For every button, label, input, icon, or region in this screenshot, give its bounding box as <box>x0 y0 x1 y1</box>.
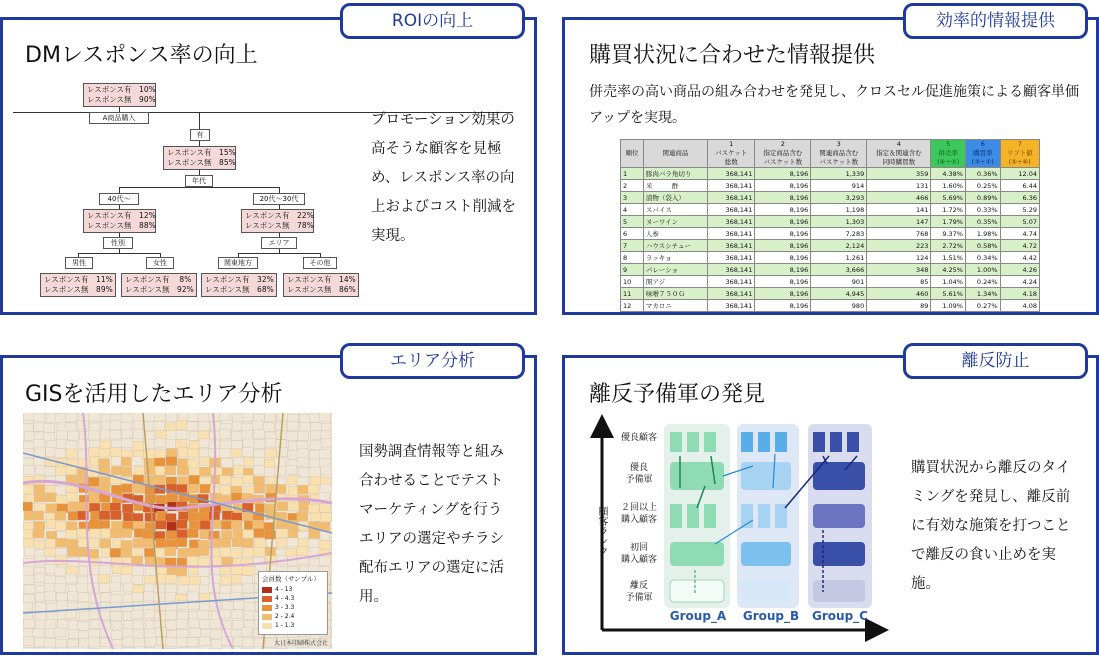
legend-item <box>262 603 324 612</box>
table-cell: 4.38% <box>931 168 966 180</box>
panel-description: プロモーション効果の高そうな顧客を見極め、レスポンス率の向上およびコスト削減を実現。 <box>371 106 521 251</box>
tree-root-node: レスポンス有 10% レスポンス無 90% <box>83 83 156 107</box>
table-cell: スパイス <box>643 204 707 216</box>
table-header: 順位 <box>621 140 644 168</box>
table-cell: 11 <box>621 288 644 300</box>
table-cell: 1.72% <box>931 204 966 216</box>
table-cell: 368,141 <box>708 264 755 276</box>
table-cell: 4.26 <box>1000 264 1039 276</box>
legend-label: 3 - 3.3 <box>275 604 294 611</box>
tree-label-kanto: 関東地方 <box>218 257 258 269</box>
table-cell: 12.04 <box>1000 168 1039 180</box>
tree-label-a-purchase: A商品購入 <box>89 112 149 124</box>
group-label: Group_C <box>809 609 871 623</box>
table-cell: 368,141 <box>708 204 755 216</box>
table-cell: 368,141 <box>708 300 755 312</box>
tag-info: 効率的情報提供 <box>903 3 1088 39</box>
group-label: Group_B <box>740 609 802 623</box>
basket-table <box>620 139 1040 312</box>
table-cell: 368,141 <box>708 180 755 192</box>
legend-swatch <box>262 605 272 611</box>
table-header: 5 併売率 (④÷②) <box>931 140 966 168</box>
legend-label: 4 - 13 <box>275 586 292 593</box>
table-row <box>621 276 1040 288</box>
table-cell: 8,196 <box>755 216 811 228</box>
table-row <box>621 240 1040 252</box>
table-cell: 12 <box>621 300 644 312</box>
table-cell: 0.24% <box>965 276 1000 288</box>
legend-item <box>262 621 324 630</box>
table-row <box>621 288 1040 300</box>
page-title: DMレスポンス率の向上 <box>25 38 258 69</box>
table-cell: 368,141 <box>708 288 755 300</box>
tree-node-male: レスポンス有 11% レスポンス無 89% <box>40 273 116 297</box>
legend-title: 会員数（サンプル） <box>262 574 324 583</box>
table-cell: 8,196 <box>755 204 811 216</box>
table-row <box>621 180 1040 192</box>
table-cell: 141 <box>867 204 931 216</box>
table-cell: 368,141 <box>708 168 755 180</box>
table-cell: 348 <box>867 264 931 276</box>
table-cell: 開アジ <box>643 276 707 288</box>
table-cell: 2.72% <box>931 240 966 252</box>
table-cell: 2 <box>621 180 644 192</box>
table-cell: 6 <box>621 228 644 240</box>
table-cell: 8,196 <box>755 240 811 252</box>
table-cell: 8,196 <box>755 180 811 192</box>
table-cell: ラッキョ <box>643 252 707 264</box>
panel-description: 購買状況から離反のタイミングを発見し、離反前に有効な施策を打つことで離反の食い止めを実施。 <box>911 454 1073 599</box>
table-cell: 5.07 <box>1000 216 1039 228</box>
table-cell: 1.34% <box>965 288 1000 300</box>
table-cell: 223 <box>867 240 931 252</box>
table-cell: 359 <box>867 168 931 180</box>
table-cell: 901 <box>811 276 867 288</box>
tree-label-female: 女性 <box>146 257 174 269</box>
table-cell: 8,196 <box>755 300 811 312</box>
table-header: 関連商品 <box>643 140 707 168</box>
table-cell: 5.29 <box>1000 204 1039 216</box>
table-cell: 1.60% <box>931 180 966 192</box>
table-cell: 4.18 <box>1000 288 1039 300</box>
table-cell: 1.98% <box>965 228 1000 240</box>
table-cell: 914 <box>811 180 867 192</box>
table-cell: 1,303 <box>811 216 867 228</box>
table-header: 7 リフト値 (⑤÷⑥) <box>1000 140 1039 168</box>
table-cell: 米 酢 <box>643 180 707 192</box>
table-cell: 0.34% <box>965 252 1000 264</box>
table-cell: 4.24 <box>1000 276 1039 288</box>
panel-churn <box>562 355 1099 655</box>
legend-item <box>262 585 324 594</box>
table-row <box>621 300 1040 312</box>
table-cell: 2,124 <box>811 240 867 252</box>
table-cell: 8,196 <box>755 288 811 300</box>
legend-item <box>262 612 324 621</box>
table-cell: 368,141 <box>708 276 755 288</box>
table-cell: 1.79% <box>931 216 966 228</box>
table-cell: 9 <box>621 264 644 276</box>
table-cell: 368,141 <box>708 252 755 264</box>
table-cell: 0.25% <box>965 180 1000 192</box>
table-cell: 466 <box>867 192 931 204</box>
table-cell: 147 <box>867 216 931 228</box>
table-cell: 768 <box>867 228 931 240</box>
legend-swatch <box>262 614 272 620</box>
table-header: 1 バスケット 総数 <box>708 140 755 168</box>
tree-node-other: レスポンス有 14% レスポンス無 86% <box>283 273 359 297</box>
table-cell: 4.72 <box>1000 240 1039 252</box>
legend-label: 1 - 1.3 <box>275 622 294 629</box>
map-legend <box>258 571 328 635</box>
table-header: 3 関連商品含む バスケット数 <box>811 140 867 168</box>
legend-swatch <box>262 623 272 629</box>
rank-label: 離反 予備軍 <box>615 580 663 604</box>
tag-roi: ROIの向上 <box>340 3 525 39</box>
table-cell: 1.51% <box>931 252 966 264</box>
table-cell: ヌーワイン <box>643 216 707 228</box>
table-header: 2 指定商品含む バスケット数 <box>755 140 811 168</box>
table-cell: 368,141 <box>708 240 755 252</box>
page-title: 離反予備軍の発見 <box>589 377 765 408</box>
tree-label-age40: 40代～ <box>99 193 139 205</box>
table-cell: 5 <box>621 216 644 228</box>
table-cell: 4.08 <box>1000 300 1039 312</box>
table-cell: 0.36% <box>965 168 1000 180</box>
table-cell: 6.36 <box>1000 192 1039 204</box>
table-cell: 8,196 <box>755 252 811 264</box>
rank-label: 優良 予備軍 <box>615 462 663 486</box>
group-label: Group_A <box>667 609 729 623</box>
tree-node-kanto: レスポンス有 32% レスポンス無 68% <box>201 273 277 297</box>
legend-item <box>262 594 324 603</box>
rank-diagram <box>565 358 895 658</box>
table-row <box>621 216 1040 228</box>
table-cell: 4 <box>621 204 644 216</box>
tree-label-male: 男性 <box>65 257 93 269</box>
table-cell: 9.37% <box>931 228 966 240</box>
table-row <box>621 228 1040 240</box>
tree-label-area: エリア <box>261 237 297 249</box>
page-title: GISを活用したエリア分析 <box>25 377 283 408</box>
table-cell: 1,198 <box>811 204 867 216</box>
table-cell: 10 <box>621 276 644 288</box>
rank-label: 優良顧客 <box>615 432 663 444</box>
page-title: 購買状況に合わせた情報提供 <box>589 38 875 69</box>
table-cell: 131 <box>867 180 931 192</box>
tree-label-yes: 有 <box>190 129 210 141</box>
table-cell: 7 <box>621 240 644 252</box>
panel-roi <box>0 17 537 315</box>
table-cell: 1,339 <box>811 168 867 180</box>
table-cell: 1 <box>621 168 644 180</box>
axis-label-customer-rank: 顧客ランク <box>595 506 607 556</box>
legend-label: 4 - 4.3 <box>275 595 294 602</box>
table-cell: 6.44 <box>1000 180 1039 192</box>
table-cell: 1.00% <box>965 264 1000 276</box>
table-cell: 8,196 <box>755 264 811 276</box>
panel-area <box>0 355 537 655</box>
table-cell: 3,293 <box>811 192 867 204</box>
rank-label: ２回以上 購入顧客 <box>615 502 663 526</box>
table-header: 6 購買率 (③÷①) <box>965 140 1000 168</box>
table-cell: 0.35% <box>965 216 1000 228</box>
table-cell: 5.61% <box>931 288 966 300</box>
map-credit: 大日本印刷株式会社 <box>274 638 328 647</box>
table-cell: 8,196 <box>755 168 811 180</box>
tree-node-age20: レスポンス有 22% レスポンス無 78% <box>241 209 314 233</box>
table-cell: パレーショ <box>643 264 707 276</box>
tree-label-age: 年代 <box>185 175 213 187</box>
panel-info <box>562 17 1099 315</box>
table-cell: 人参 <box>643 228 707 240</box>
gis-map <box>23 413 332 649</box>
tag-area: エリア分析 <box>340 343 525 379</box>
table-cell: 89 <box>867 300 931 312</box>
legend-label: 2 - 2.4 <box>275 613 294 620</box>
table-cell: 980 <box>811 300 867 312</box>
tag-churn: 離反防止 <box>903 343 1088 379</box>
panel-description: 併売率の高い商品の組み合わせを発見し、クロスセル促進施策による顧客単価アップを実現。 <box>589 79 1079 131</box>
tree-node-age40: レスポンス有 12% レスポンス無 88% <box>83 209 156 233</box>
table-cell: 0.89% <box>965 192 1000 204</box>
table-cell: 4,945 <box>811 288 867 300</box>
rank-label: 初回 購入顧客 <box>615 542 663 566</box>
table-cell: 4.74 <box>1000 228 1039 240</box>
table-cell: 368,141 <box>708 216 755 228</box>
tree-label-age20: 20代～30代 <box>253 193 305 205</box>
table-cell: 豚肉バラ角切り <box>643 168 707 180</box>
table-cell: 味噌７５０Ｇ <box>643 288 707 300</box>
table-cell: 1.09% <box>931 300 966 312</box>
tree-label-sex: 性別 <box>103 237 133 249</box>
table-cell: 漬物（袋入） <box>643 192 707 204</box>
table-cell: マカロニ <box>643 300 707 312</box>
table-row <box>621 252 1040 264</box>
table-cell: 8 <box>621 252 644 264</box>
table-row <box>621 264 1040 276</box>
table-cell: 8,196 <box>755 228 811 240</box>
table-cell: 3,666 <box>811 264 867 276</box>
table-cell: 8,196 <box>755 192 811 204</box>
table-cell: 460 <box>867 288 931 300</box>
table-header: 4 指定＆関連含む 同時購買数 <box>867 140 931 168</box>
table-row <box>621 192 1040 204</box>
table-cell: 4.25% <box>931 264 966 276</box>
table-cell: 3 <box>621 192 644 204</box>
table-cell: 1,261 <box>811 252 867 264</box>
table-cell: 0.27% <box>965 300 1000 312</box>
tree-node-yes: レスポンス有 15% レスポンス無 85% <box>163 146 236 170</box>
table-cell: 7,283 <box>811 228 867 240</box>
tree-node-female: レスポンス有 8% レスポンス無 92% <box>121 273 197 297</box>
table-cell: 0.58% <box>965 240 1000 252</box>
table-row <box>621 168 1040 180</box>
legend-swatch <box>262 587 272 593</box>
table-cell: 4.42 <box>1000 252 1039 264</box>
table-cell: 368,141 <box>708 228 755 240</box>
table-row <box>621 204 1040 216</box>
table-cell: 1.04% <box>931 276 966 288</box>
table-cell: 368,141 <box>708 192 755 204</box>
legend-swatch <box>262 596 272 602</box>
table-cell: 5.69% <box>931 192 966 204</box>
table-cell: 85 <box>867 276 931 288</box>
panel-description: 国勢調査情報等と組み合わせることでテストマーケティングを行うエリアの選定やチラシ配布エリアの選定に活用。 <box>359 438 509 612</box>
table-cell: 8,196 <box>755 276 811 288</box>
table-cell: 0.33% <box>965 204 1000 216</box>
table-cell: 124 <box>867 252 931 264</box>
tree-label-other: その他 <box>303 257 337 269</box>
table-cell: ハウスシチュー <box>643 240 707 252</box>
